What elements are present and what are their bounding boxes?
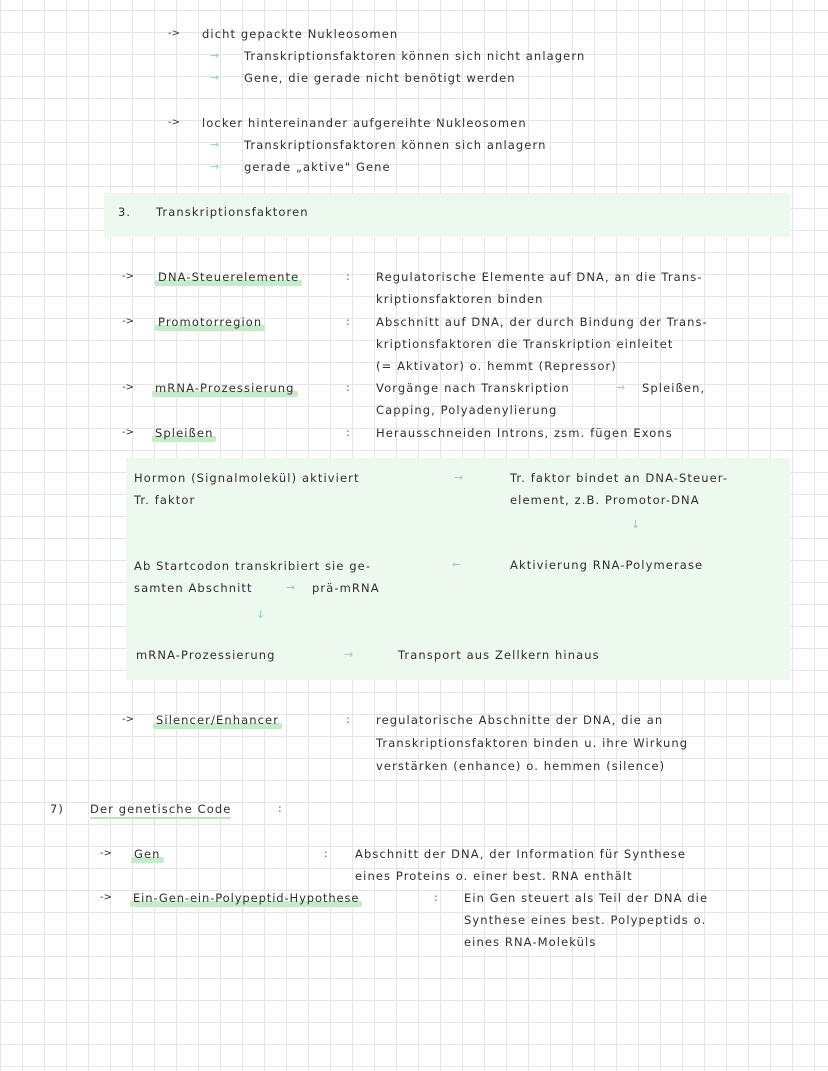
loose-point-2: gerade „aktive" Gene	[244, 160, 391, 174]
definition-line: eines Proteins o. einer best. RNA enthält	[355, 869, 633, 883]
definition-line: Transkriptionsfaktoren binden u. ihre Wirkung	[376, 736, 689, 750]
colon: :	[346, 426, 350, 439]
transcription-flow-box	[126, 458, 790, 680]
green-arrow-icon: →	[210, 71, 220, 84]
section-7-title: Der genetische Code	[90, 802, 231, 819]
section-3-title: Transkriptionsfaktoren	[156, 205, 309, 219]
bullet-arrow: ->	[122, 427, 134, 438]
bullet-arrow: ->	[100, 892, 112, 903]
flow-step-3: Aktivierung RNA-Polymerase	[510, 558, 704, 572]
definition-line: eines RNA-Moleküls	[464, 935, 597, 949]
section-3-header-box	[104, 193, 790, 237]
definition-line: Ein Gen steuert als Teil der DNA die	[464, 891, 709, 905]
flow-step-6: Transport aus Zellkern hinaus	[398, 648, 600, 662]
term-spleissen: Spleißen	[155, 426, 214, 440]
green-arrow-icon: →	[616, 381, 626, 394]
term-mrna-prozessierung: mRNA-Prozessierung	[155, 381, 295, 395]
green-arrow-left-icon: ←	[452, 558, 462, 571]
definition-inline-after: Spleißen,	[642, 381, 706, 395]
green-arrow-right-icon: →	[454, 471, 464, 484]
definition-line: Regulatorische Elemente auf DNA, an die Trans-	[376, 270, 703, 284]
colon: :	[346, 381, 350, 394]
flow-step-4-result: prä-mRNA	[312, 581, 380, 595]
definition-line: verstärken (enhance) o. hemmen (silence)	[376, 759, 666, 773]
green-arrow-down-icon: ↓	[256, 608, 266, 621]
definition-line: Vorgänge nach Transkription	[376, 381, 570, 395]
loose-point-1: Transkriptionsfaktoren können sich anlagern	[244, 138, 547, 152]
section-7-number: 7)	[50, 802, 64, 816]
term-dna-steuerelemente: DNA-Steuerelemente	[158, 270, 300, 284]
flow-step-4-line-2: samten Abschnitt	[134, 581, 253, 595]
definition-line: (= Aktivator) o. hemmt (Repressor)	[376, 359, 617, 373]
bullet-arrow: ->	[168, 28, 180, 39]
bullet-arrow: ->	[122, 271, 134, 282]
green-arrow-icon: →	[210, 49, 220, 62]
definition-line: Synthese eines best. Polypeptids o.	[464, 913, 707, 927]
bullet-arrow: ->	[122, 382, 134, 393]
colon: :	[278, 802, 282, 815]
flow-step-5: mRNA-Prozessierung	[136, 648, 276, 662]
colon: :	[346, 270, 350, 283]
colon: :	[434, 891, 438, 904]
definition-line: Abschnitt der DNA, der Information für Synthese	[355, 847, 687, 861]
bullet-arrow: ->	[122, 316, 134, 327]
bullet-arrow: ->	[168, 117, 180, 128]
bullet-arrow: ->	[122, 714, 134, 725]
green-arrow-right-icon: →	[286, 581, 296, 594]
green-arrow-icon: →	[210, 160, 220, 173]
definition-line: kriptionsfaktoren die Transkription einleitet	[376, 337, 674, 351]
definition-line: Herausschneiden Introns, zsm. fügen Exons	[376, 426, 673, 440]
definition-line: regulatorische Abschnitte der DNA, die an	[376, 713, 664, 727]
flow-step-2-line-2: element, z.B. Promotor-DNA	[510, 493, 700, 507]
definition-line: Capping, Polyadenylierung	[376, 403, 558, 417]
dense-point-2: Gene, die gerade nicht benötigt werden	[244, 71, 516, 85]
flow-step-1-line-2: Tr. faktor	[134, 493, 196, 507]
term-gen: Gen	[134, 847, 161, 861]
term-promotorregion: Promotorregion	[158, 315, 263, 329]
section-3-number: 3.	[118, 205, 131, 219]
bullet-arrow: ->	[100, 848, 112, 859]
definition-line: Abschnitt auf DNA, der durch Bindung der Trans-	[376, 315, 708, 329]
definition-line: kriptionsfaktoren binden	[376, 292, 544, 306]
flow-step-1-line-1: Hormon (Signalmolekül) aktiviert	[134, 471, 360, 485]
colon: :	[346, 713, 350, 726]
green-arrow-down-icon: ↓	[631, 518, 641, 531]
green-arrow-right-icon: →	[344, 648, 354, 661]
loose-heading: locker hintereinander aufgereihte Nukleosomen	[202, 116, 527, 130]
flow-step-2-line-1: Tr. faktor bindet an DNA-Steuer-	[510, 471, 729, 485]
colon: :	[324, 847, 328, 860]
colon: :	[346, 315, 350, 328]
dense-heading: dicht gepackte Nukleosomen	[202, 27, 399, 41]
green-arrow-icon: →	[210, 138, 220, 151]
flow-step-4-line-1: Ab Startcodon transkribiert sie ge-	[134, 559, 372, 573]
dense-point-1: Transkriptionsfaktoren können sich nicht anlagern	[244, 49, 586, 63]
term-silencer-enhancer: Silencer/Enhancer	[156, 713, 280, 727]
term-ein-gen-ein-polypeptid-hypothese: Ein-Gen-ein-Polypeptid-Hypothese	[133, 891, 360, 905]
